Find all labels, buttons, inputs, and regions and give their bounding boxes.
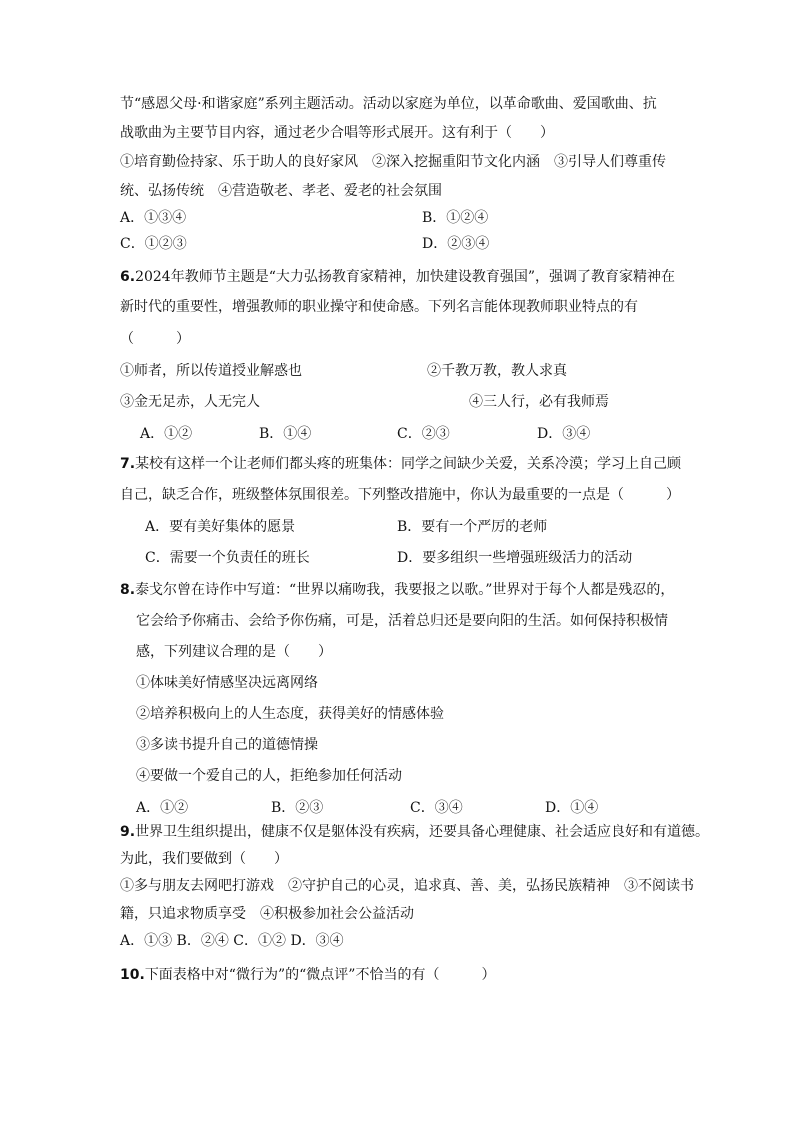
q5-statements-line-1: ①培育勤俭持家、乐于助人的良好家风 ②深入挖掘重阳节文化内涵 ③引导人们尊重传 <box>120 154 666 170</box>
q9-number: 9. <box>120 824 136 840</box>
q8-option-a: A．①② <box>136 800 189 816</box>
q8-option-c: C．③④ <box>410 800 463 816</box>
q8-option-b: B．②③ <box>271 800 324 816</box>
q5-option-a: A．①③④ <box>120 210 187 226</box>
q10-stem-line-1: 10.下面表格中对“微行为”的“微点评”不恰当的有（ ） <box>120 967 496 983</box>
q6-number: 6. <box>120 269 136 285</box>
q8-stem-line-2: 它会给予你痛击、会给予你伤痛，可是，活着总归还是要向阳的生活。如何保持积极情 <box>136 613 668 629</box>
q7-number: 7. <box>120 456 136 472</box>
q8-number: 8. <box>120 582 136 598</box>
q5-statements-line-2: 统、弘扬传统 ④营造敬老、孝老、爱老的社会氛围 <box>120 183 442 199</box>
q8-stem-line-3: 感，下列建议合理的是（ ） <box>136 644 332 660</box>
q5-option-d: D．②③④ <box>422 236 490 252</box>
q8-item-3: ③多读书提升自己的道德情操 <box>136 737 318 753</box>
q9-statements-line-1: ①多与朋友去网吧打游戏 ②守护自己的心灵，追求真、善、美，弘扬民族精神 ③不阅读书 <box>120 878 694 894</box>
q8-stem-line-1: 8.泰戈尔曾在诗作中写道：“世界以痛吻我，我要报之以歌。”世界对于每个人都是残忍的， <box>120 582 675 598</box>
q5-option-c: C．①②③ <box>120 236 187 252</box>
q6-item-4: ④三人行，必有我师焉 <box>469 394 609 410</box>
q8-item-1: ①体味美好情感坚决远离网络 <box>136 675 318 691</box>
q8-option-d: D．①④ <box>545 800 599 816</box>
q6-item-3: ③金无足赤，人无完人 <box>120 394 260 410</box>
q7-option-d: D．要多组织一些增强班级活力的活动 <box>397 550 633 566</box>
q8-item-4: ④要做一个爱自己的人，拒绝参加任何活动 <box>136 768 402 784</box>
q6-option-c: C．②③ <box>397 426 450 442</box>
q8-item-2: ②培养积极向上的人生态度，获得美好的情感体验 <box>136 706 444 722</box>
q5-stem-line-2: 战歌曲为主要节目内容，通过老少合唱等形式展开。这有利于（ ） <box>120 125 554 141</box>
q9-stem-line-1: 9.世界卫生组织提出，健康不仅是躯体没有疾病，还要具备心理健康、社会适应良好和有道德。 <box>120 824 710 840</box>
q10-number: 10. <box>120 967 145 983</box>
q9-options: A．①③ B．②④ C．①② D．③④ <box>120 933 344 949</box>
q7-option-c: C．需要一个负责任的班长 <box>145 550 310 566</box>
q6-item-1: ①师者，所以传道授业解惑也 <box>120 363 302 379</box>
q7-stem-line-2: 自己，缺乏合作，班级整体氛围很差。下列整改措施中，你认为最重要的一点是（ ） <box>120 487 680 503</box>
q6-option-a: A．①② <box>140 426 193 442</box>
q5-stem-line-1: 节“感恩父母·和谐家庭”系列主题活动。活动以家庭为单位，以革命歌曲、爱国歌曲、抗 <box>120 96 657 112</box>
q6-stem-line-2: 新时代的重要性，增强教师的职业操守和使命感。下列名言能体现教师职业特点的有 <box>120 299 638 315</box>
q9-stem-line-2: 为此，我们要做到（ ） <box>120 851 288 867</box>
q6-answer-bracket: （ ） <box>120 331 190 347</box>
q6-option-b: B．①④ <box>259 426 312 442</box>
q7-option-a: A．要有美好集体的愿景 <box>145 519 296 535</box>
q7-stem-line-1: 7.某校有这样一个让老师们都头疼的班集体：同学之间缺少关爱，关系冷漠；学习上自己顾 <box>120 456 682 472</box>
q6-option-d: D．③④ <box>537 426 591 442</box>
q7-option-b: B．要有一个严厉的老师 <box>397 519 548 535</box>
q5-option-b: B．①②④ <box>422 210 489 226</box>
q9-statements-line-2: 籍，只追求物质享受 ④积极参加社会公益活动 <box>120 906 414 922</box>
q6-item-2: ②千教万教，教人求真 <box>427 363 567 379</box>
q6-stem-line-1: 6.2024年教师节主题是“大力弘扬教育家精神，加快建设教育强国”，强调了教育家精神在 <box>120 269 676 285</box>
